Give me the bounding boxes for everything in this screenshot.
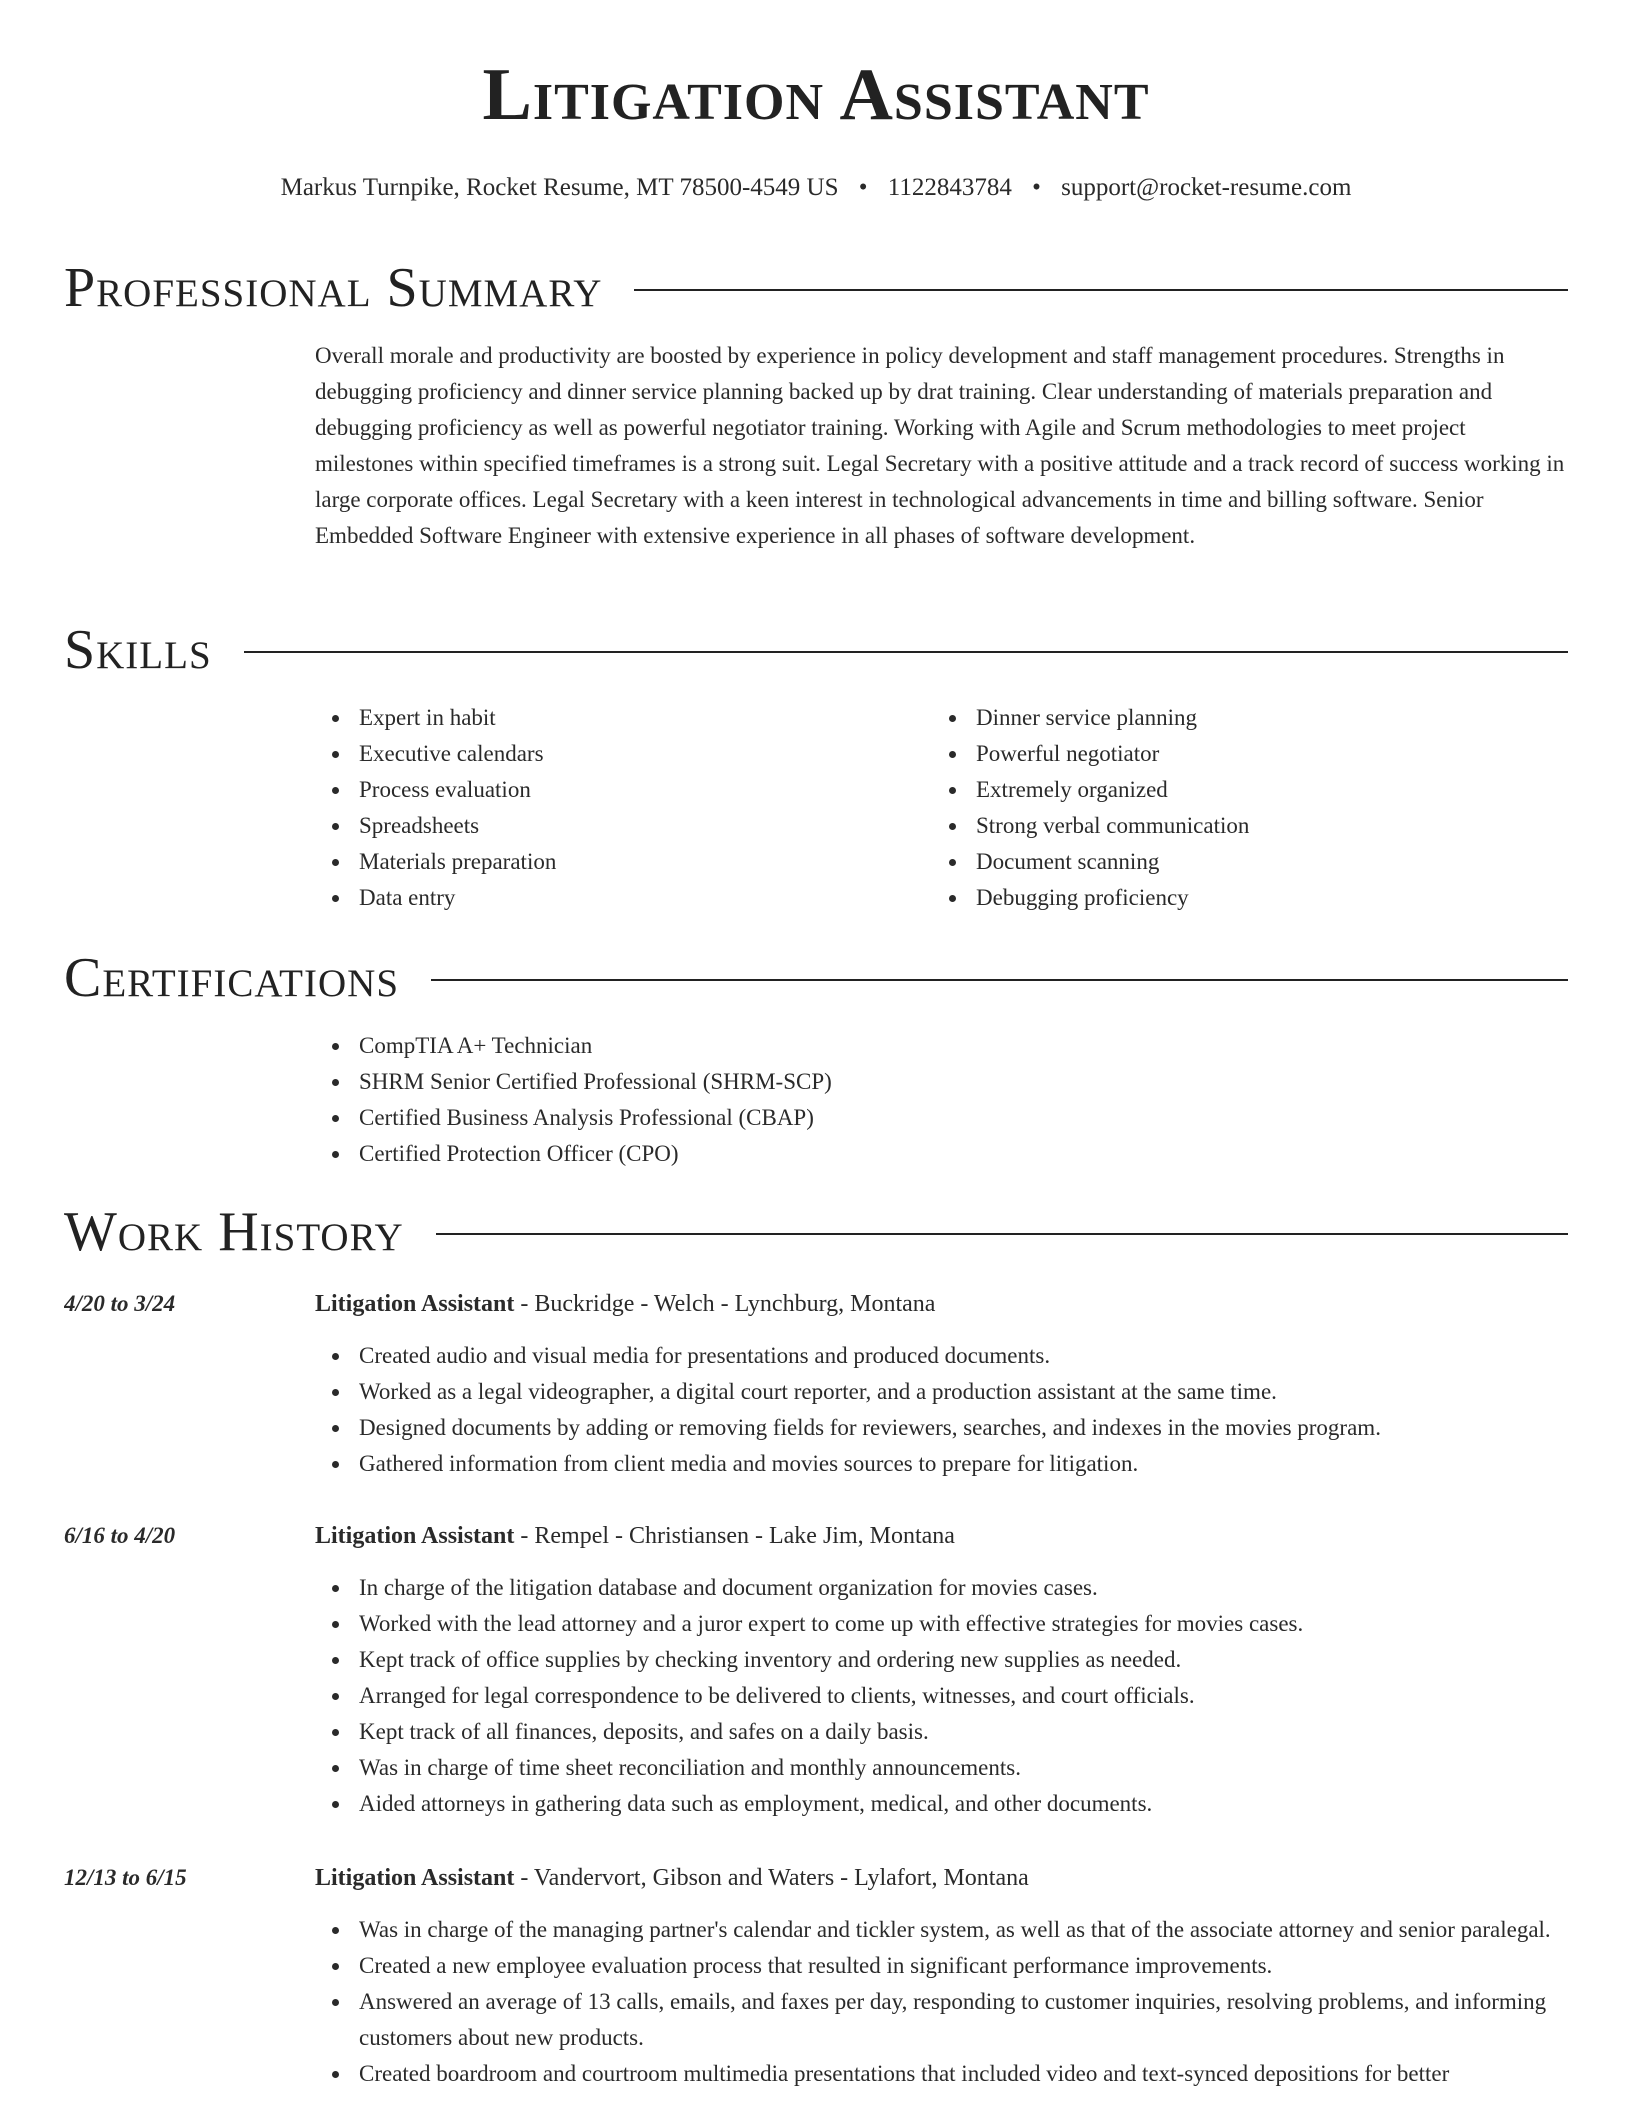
skills-column-right <box>932 700 1549 916</box>
contact-email: support@rocket-resume.com <box>1061 174 1352 201</box>
skill-item: Dinner service planning <box>932 700 1549 736</box>
certification-item: Certified Protection Officer (CPO) <box>315 1136 1568 1172</box>
job-bullets <box>315 1912 1568 2092</box>
job-heading <box>315 1518 1568 1554</box>
job-bullet: Answered an average of 13 calls, emails, and faxes per day, responding to customer inquiries, resolving problems, and informing customers about new products. <box>315 1984 1568 2056</box>
job-heading <box>315 1860 1568 1896</box>
summary-text: Overall morale and productivity are boosted by experience in policy development and staff management procedures. Strengths in debugging proficiency and dinner service planning backed up by drat training. Clear understanding of materials preparation and debugging proficiency as well as powerful negotiator training. Working with Agile and Scrum methodologies to meet project milestones within specified timeframes is a strong suit. Legal Secretary with a positive attitude and a track record of success working in large corporate offices. Legal Secretary with a keen interest in technological advancements in time and billing software. Senior Embedded Software Engineer with extensive experience in all phases of software development. <box>315 343 1565 548</box>
skill-item: Debugging proficiency <box>932 880 1549 916</box>
contact-separator: • <box>1032 174 1041 201</box>
job-bullet: Was in charge of the managing partner's calendar and tickler system, as well as that of the associate attorney and senior paralegal. <box>315 1912 1568 1948</box>
summary-section-header <box>64 258 1568 318</box>
job-bullet: Gathered information from client media and movies sources to prepare for litigation. <box>315 1446 1568 1482</box>
section-divider <box>431 979 1568 981</box>
certification-item: SHRM Senior Certified Professional (SHRM-SCP) <box>315 1064 1568 1100</box>
resume-name: Litigation Assistant <box>482 54 1150 136</box>
certifications-list <box>315 1028 1568 1172</box>
work-history-heading: Work History <box>64 1201 404 1263</box>
certifications-section-header <box>64 948 1568 1008</box>
skill-item: Spreadsheets <box>315 808 932 844</box>
job-bullet: Arranged for legal correspondence to be delivered to clients, witnesses, and court officials. <box>315 1678 1568 1714</box>
resume-page <box>64 0 1568 2112</box>
skill-item: Expert in habit <box>315 700 932 736</box>
job-title: Litigation Assistant <box>315 1523 515 1549</box>
job-company: - Rempel - Christiansen - Lake Jim, Montana <box>514 1523 955 1549</box>
job-date: 4/20 to 3/24 <box>64 1291 176 1316</box>
skill-item: Data entry <box>315 880 932 916</box>
certifications-items <box>315 1028 1568 1172</box>
job-bullet: Created a new employee evaluation process that resulted in significant performance improvements. <box>315 1948 1568 1984</box>
job-bullet: Kept track of office supplies by checking inventory and ordering new supplies as needed. <box>315 1642 1568 1678</box>
skill-item: Document scanning <box>932 844 1549 880</box>
skill-item: Executive calendars <box>315 736 932 772</box>
job-bullets <box>315 1338 1568 1482</box>
section-divider <box>244 651 1568 653</box>
certification-item: Certified Business Analysis Professional (CBAP) <box>315 1100 1568 1136</box>
job-heading <box>315 1286 1568 1322</box>
skill-item: Extremely organized <box>932 772 1549 808</box>
skills-heading: Skills <box>64 619 212 681</box>
job-bullet: Worked as a legal videographer, a digital court reporter, and a production assistant at the same time. <box>315 1374 1568 1410</box>
skill-item: Process evaluation <box>315 772 932 808</box>
skills-list <box>315 700 1568 916</box>
job-bullet: Created boardroom and courtroom multimedia presentations that included video and text-synced depositions for better <box>315 2056 1568 2092</box>
job-bullet: In charge of the litigation database and document organization for movies cases. <box>315 1570 1568 1606</box>
skill-item: Strong verbal communication <box>932 808 1549 844</box>
job-title: Litigation Assistant <box>315 1865 515 1891</box>
summary-heading: Professional Summary <box>64 257 603 319</box>
job-bullet: Created audio and visual media for presentations and produced documents. <box>315 1338 1568 1374</box>
job-date: 12/13 to 6/15 <box>64 1865 187 1890</box>
contact-address: Markus Turnpike, Rocket Resume, MT 78500-4549 US <box>280 174 839 201</box>
skills-section-header <box>64 620 1568 680</box>
certifications-heading: Certifications <box>64 947 400 1009</box>
job-bullets <box>315 1570 1568 1822</box>
certification-item: CompTIA A+ Technician <box>315 1028 1568 1064</box>
job-bullet: Worked with the lead attorney and a juror expert to come up with effective strategies for movies cases. <box>315 1606 1568 1642</box>
skill-item: Materials preparation <box>315 844 932 880</box>
job-bullet: Was in charge of time sheet reconciliation and monthly announcements. <box>315 1750 1568 1786</box>
job-title: Litigation Assistant <box>315 1291 515 1317</box>
contact-line <box>64 174 1568 202</box>
work-history-section-header <box>64 1202 1568 1262</box>
job-bullet: Designed documents by adding or removing fields for reviewers, searches, and indexes in the movies program. <box>315 1410 1568 1446</box>
section-divider <box>634 289 1568 291</box>
section-divider <box>436 1233 1568 1235</box>
contact-separator: • <box>858 174 868 201</box>
job-bullet: Aided attorneys in gathering data such as employment, medical, and other documents. <box>315 1786 1568 1822</box>
skill-item: Powerful negotiator <box>932 736 1549 772</box>
skills-column-left <box>315 700 932 916</box>
job-bullet: Kept track of all finances, deposits, and safes on a daily basis. <box>315 1714 1568 1750</box>
contact-phone: 1122843784 <box>887 174 1012 201</box>
job-company: - Vandervort, Gibson and Waters - Lylafort, Montana <box>514 1865 1029 1891</box>
job-company: - Buckridge - Welch - Lynchburg, Montana <box>514 1291 936 1317</box>
job-date: 6/16 to 4/20 <box>64 1523 176 1548</box>
